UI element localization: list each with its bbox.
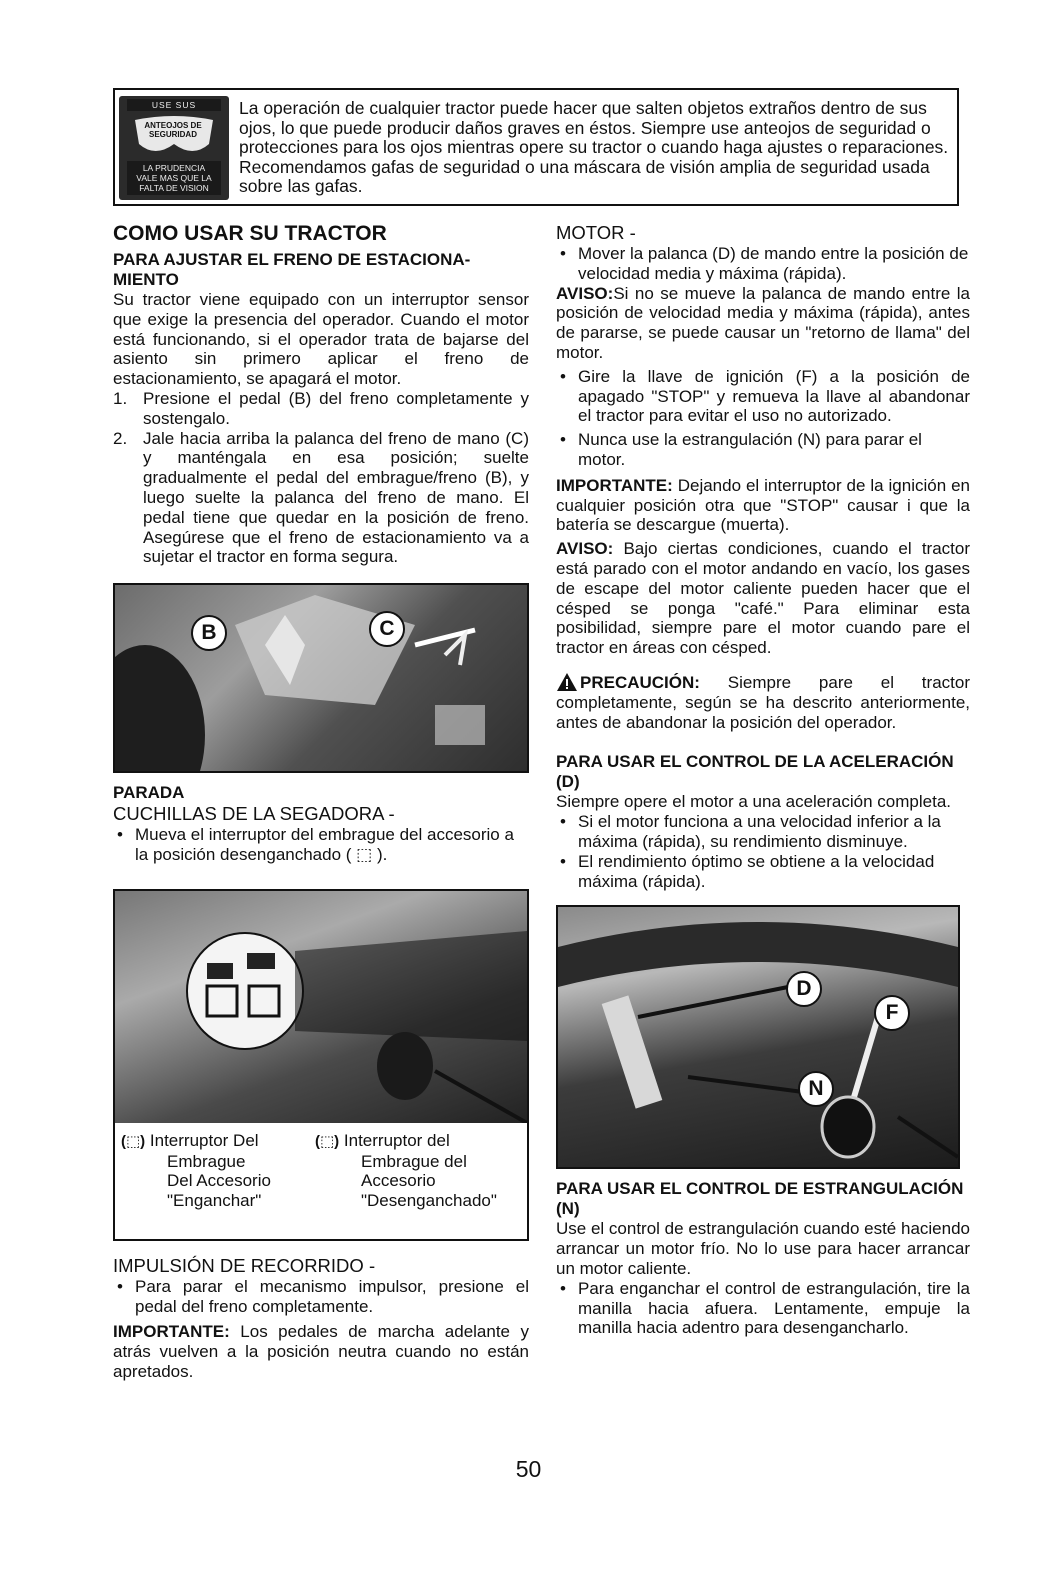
choke-heading: PARA USAR EL CONTROL DE ESTRANGULACIÓN (N) (556, 1179, 964, 1219)
callout-f: F (874, 995, 910, 1031)
clutch-photo (115, 891, 527, 1123)
aviso-text: Bajo ciertas condiciones, cuando el tractor está parado con el motor andando en vacío, los gases de escape del motor caliente pueden hacer que el césped se ponga "café." Para eliminar esta posibilidad, siempre pare el motor cuando pare el tractor en áreas con césped. (556, 539, 970, 658)
clutch-switch-drawing (115, 891, 527, 1123)
callout-d: D (786, 971, 822, 1007)
list-item: • Si el motor funciona a una velocidad inferior a la máxima (rápida), su rendimiento disminuye. (556, 812, 970, 852)
aviso-label: AVISO: (556, 539, 614, 559)
controls-photo (556, 905, 960, 1169)
list-item (113, 429, 529, 568)
clutch-caption (115, 1123, 527, 1239)
clutch-disengaged-icon: (⬚) (315, 1132, 340, 1150)
brake-heading: PARA AJUSTAR EL FRENO DE ESTACIONA-MIENTO (113, 250, 471, 289)
step-number: 1. (113, 388, 128, 408)
important-label: IMPORTANTE: (113, 1322, 230, 1342)
badge-mid-text: ANTEOJOS DE SEGURIDAD (144, 121, 202, 139)
important-label: IMPORTANTE: (556, 475, 673, 495)
drive-heading: IMPULSIÓN DE RECORRIDO - (113, 1254, 376, 1276)
brake-intro: Su tractor viene equipado con un interruptor sensor que exige la presencia del operador. Cuando el motor está funcionando, si el operador trata de bajarse del asiento sin primero aplicar el freno de estacionamiento, se apagará el motor. (113, 290, 529, 389)
brake-steps (113, 389, 529, 567)
section-title: COMO USAR SU TRACTOR (113, 222, 387, 245)
caption-line: Interruptor del (343, 1130, 450, 1150)
ignition-important (556, 476, 970, 535)
blades-list (113, 825, 529, 865)
right-column (556, 216, 970, 1338)
callout-c: C (369, 611, 405, 647)
caption-line: Interruptor Del (149, 1130, 259, 1150)
caption-line: Embrague del (361, 1151, 467, 1171)
aviso-backfire (556, 284, 970, 363)
safety-glasses-badge (119, 96, 229, 200)
badge-bottom-text (127, 161, 221, 195)
brake-photo (113, 583, 529, 773)
drive-important (113, 1322, 529, 1381)
caption-line: "Enganchar" (167, 1191, 262, 1211)
aviso-label: AVISO: (556, 283, 614, 303)
throttle-heading: PARA USAR EL CONTROL DE LA ACELERACIÓN (D) (556, 752, 954, 792)
badge-top-text: USE SUS (127, 99, 221, 111)
caption-disengaged (315, 1131, 497, 1211)
safety-warning-box (113, 88, 959, 206)
list-item (113, 389, 529, 429)
motor-list-1 (556, 244, 970, 284)
important-text: Los pedales de marcha adelante y atrás vuelven a la posición neutra cuando no están apretados. (113, 1322, 529, 1381)
drive-list (113, 1277, 529, 1317)
motor-list-2 (556, 367, 970, 470)
caption-line: Embrague (167, 1151, 246, 1171)
page-number: 50 (515, 1456, 542, 1482)
caption-line: Del Accesorio (167, 1171, 271, 1191)
caution-label: PRECAUCIÓN: (580, 672, 700, 692)
stop-heading: PARADA (113, 783, 185, 803)
caution-note (556, 672, 970, 732)
warning-triangle-icon (556, 672, 578, 692)
controls-drawing (558, 907, 958, 1167)
left-column (113, 216, 529, 1382)
list-item: • El rendimiento óptimo se obtiene a la velocidad máxima (rápida). (556, 852, 970, 892)
list-item: • Mueva el interruptor del embrague del accesorio a la posición desenganchado ( ⬚ ). (113, 825, 529, 865)
callout-n: N (798, 1071, 834, 1107)
list-item: • Nunca use la estrangulación (N) para parar el motor. (556, 430, 970, 470)
list-item: • Para enganchar el control de estrangulación, tire la manilla hacia afuera. Lentamente, empuje la manilla hacia adentro para desengancharlo. (556, 1279, 970, 1338)
throttle-intro: Siempre opere el motor a una aceleración completa. (556, 792, 951, 812)
motor-heading: MOTOR - (556, 222, 636, 243)
throttle-list (556, 812, 970, 891)
list-item: • Gire la llave de ignición (F) a la posición de apagado "STOP" y remueva la llave al abandonar el tractor para evitar el uso no autorizado. (556, 367, 970, 426)
blades-heading: CUCHILLAS DE LA SEGADORA - (113, 803, 395, 825)
caption-engaged (121, 1131, 271, 1211)
badge-line-3: FALTA DE VISION (139, 183, 209, 193)
caption-line: "Desenganchado" (361, 1191, 497, 1211)
aviso-grass (556, 539, 970, 658)
important-text: Dejando el interruptor de la ignición en cualquier posición otra que "STOP" causar i que la batería se descargue (muerta). (556, 475, 970, 535)
badge-line-1: LA PRUDENCIA (142, 163, 206, 173)
step-text: Jale hacia arriba la palanca del freno de mano (C) y manténgala en esa posición; suelte gradualmente el pedal del embrague/freno (B), y luego suelte la palanca del freno de mano. El pedal tiene que quedar en la posición de freno. Asegúrese que el freno de estacionamiento va a sujetar el tractor en forma segura. (143, 428, 529, 567)
caption-line: Accesorio (361, 1171, 436, 1191)
badge-line-2: VALE MAS QUE LA (136, 173, 212, 183)
choke-list (556, 1279, 970, 1338)
step-text: Presione el pedal (B) del freno completamente y sostengalo. (143, 388, 529, 428)
callout-b: B (191, 615, 227, 651)
list-item: • Mover la palanca (D) de mando entre la posición de velocidad media y máxima (rápida). (556, 244, 970, 284)
caution-text: Siempre pare el tractor completamente, según se ha descrito anteriormente, antes de abandonar la posición del operador. (556, 672, 970, 732)
list-item: • Para parar el mecanismo impulsor, presione el pedal del freno completamente. (113, 1277, 529, 1317)
step-number: 2. (113, 428, 128, 448)
brake-photo-drawing (115, 585, 527, 771)
clutch-photo-frame (113, 889, 529, 1241)
clutch-engaged-icon: (⬚) (121, 1132, 146, 1150)
safety-warning-text: La operación de cualquier tractor puede hacer que salten objetos extraños dentro de sus ojos, lo que puede producir daños graves en éstos. Siempre use anteojos de seguridad o protecciones para los ojos mientras opere su tractor o cuando haga ajustes o reparaciones. Recomendamos gafas de seguridad o una máscara de visión amplia de seguridad usada sobre las gafas. (239, 98, 949, 197)
aviso-text: Si no se mueve la palanca de mando entre la posición de velocidad media y máxima (rápida), antes de pararse, se puede causar un "retorno de llama" del motor. (556, 283, 970, 362)
choke-intro: Use el control de estrangulación cuando esté haciendo arrancar un motor frío. No lo use para hacer arrancar un motor caliente. (556, 1219, 970, 1278)
